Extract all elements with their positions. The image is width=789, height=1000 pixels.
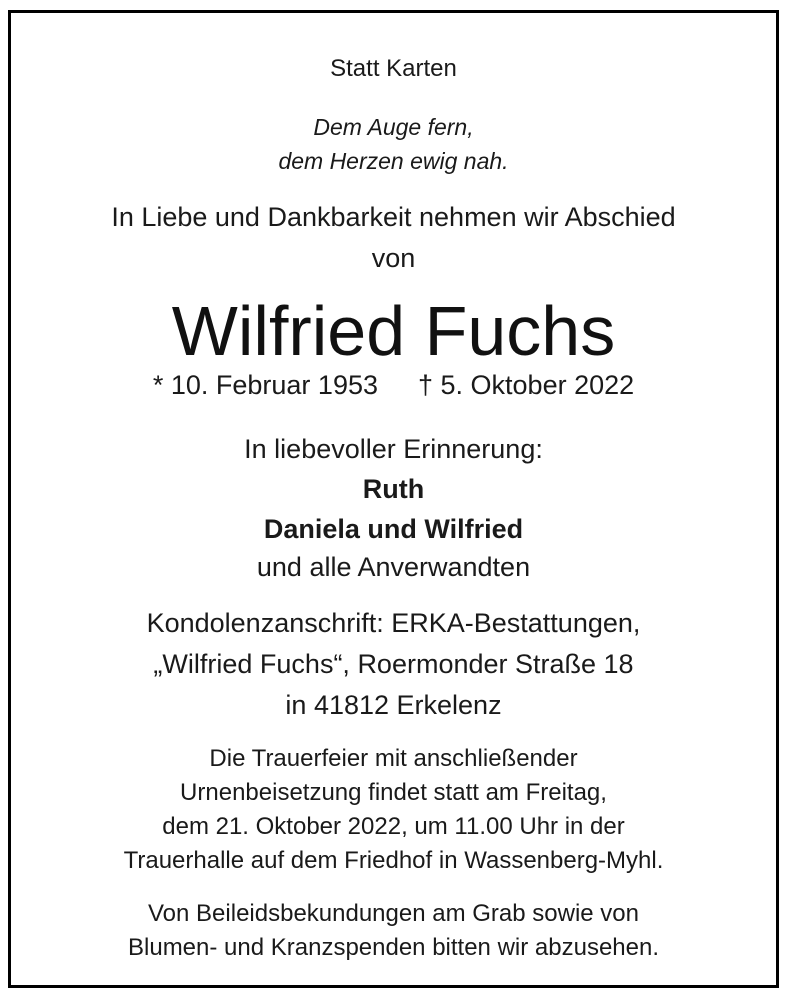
closing-line-2: Blumen- und Kranzspenden bitten wir abzusehen. [128,934,659,961]
mourner-name-1: Ruth [362,474,425,504]
condolence-address-line-3: in 41812 Erkelenz [285,690,502,720]
service-line-3: dem 21. Oktober 2022, um 11.00 Uhr in der [162,813,625,840]
header-text: Statt Karten [330,55,457,82]
obituary-notice [8,10,779,988]
closing-line-1: Von Beileidsbekundungen am Grab sowie von [148,900,639,927]
quote-line-1: Dem Auge fern, [313,114,474,140]
mourner-name-2: Daniela und Wilfried [263,514,524,544]
intro-line-1: In Liebe und Dankbarkeit nehmen wir Abschied [111,202,676,232]
condolence-address-line-2: „Wilfried Fuchs“, Roermonder Straße 18 [153,649,634,679]
deceased-name: Wilfried Fuchs [171,292,616,370]
mourners-intro: In liebevoller Erinnerung: [244,434,543,464]
condolence-address-line-1: Kondolenzanschrift: ERKA-Bestattungen, [146,608,641,638]
life-dates [11,372,776,399]
intro-line-2: von [371,243,416,273]
service-line-4: Trauerhalle auf dem Friedhof in Wassenberg-Myhl. [123,847,664,874]
quote-line-2: dem Herzen ewig nah. [278,148,509,174]
mourners-others: und alle Anverwandten [256,552,531,582]
service-line-2: Urnenbeisetzung findet statt am Freitag, [180,779,607,806]
birth-date: * 10. Februar 1953 [152,370,378,400]
death-date: † 5. Oktober 2022 [418,370,635,400]
service-line-1: Die Trauerfeier mit anschließender [209,745,578,772]
